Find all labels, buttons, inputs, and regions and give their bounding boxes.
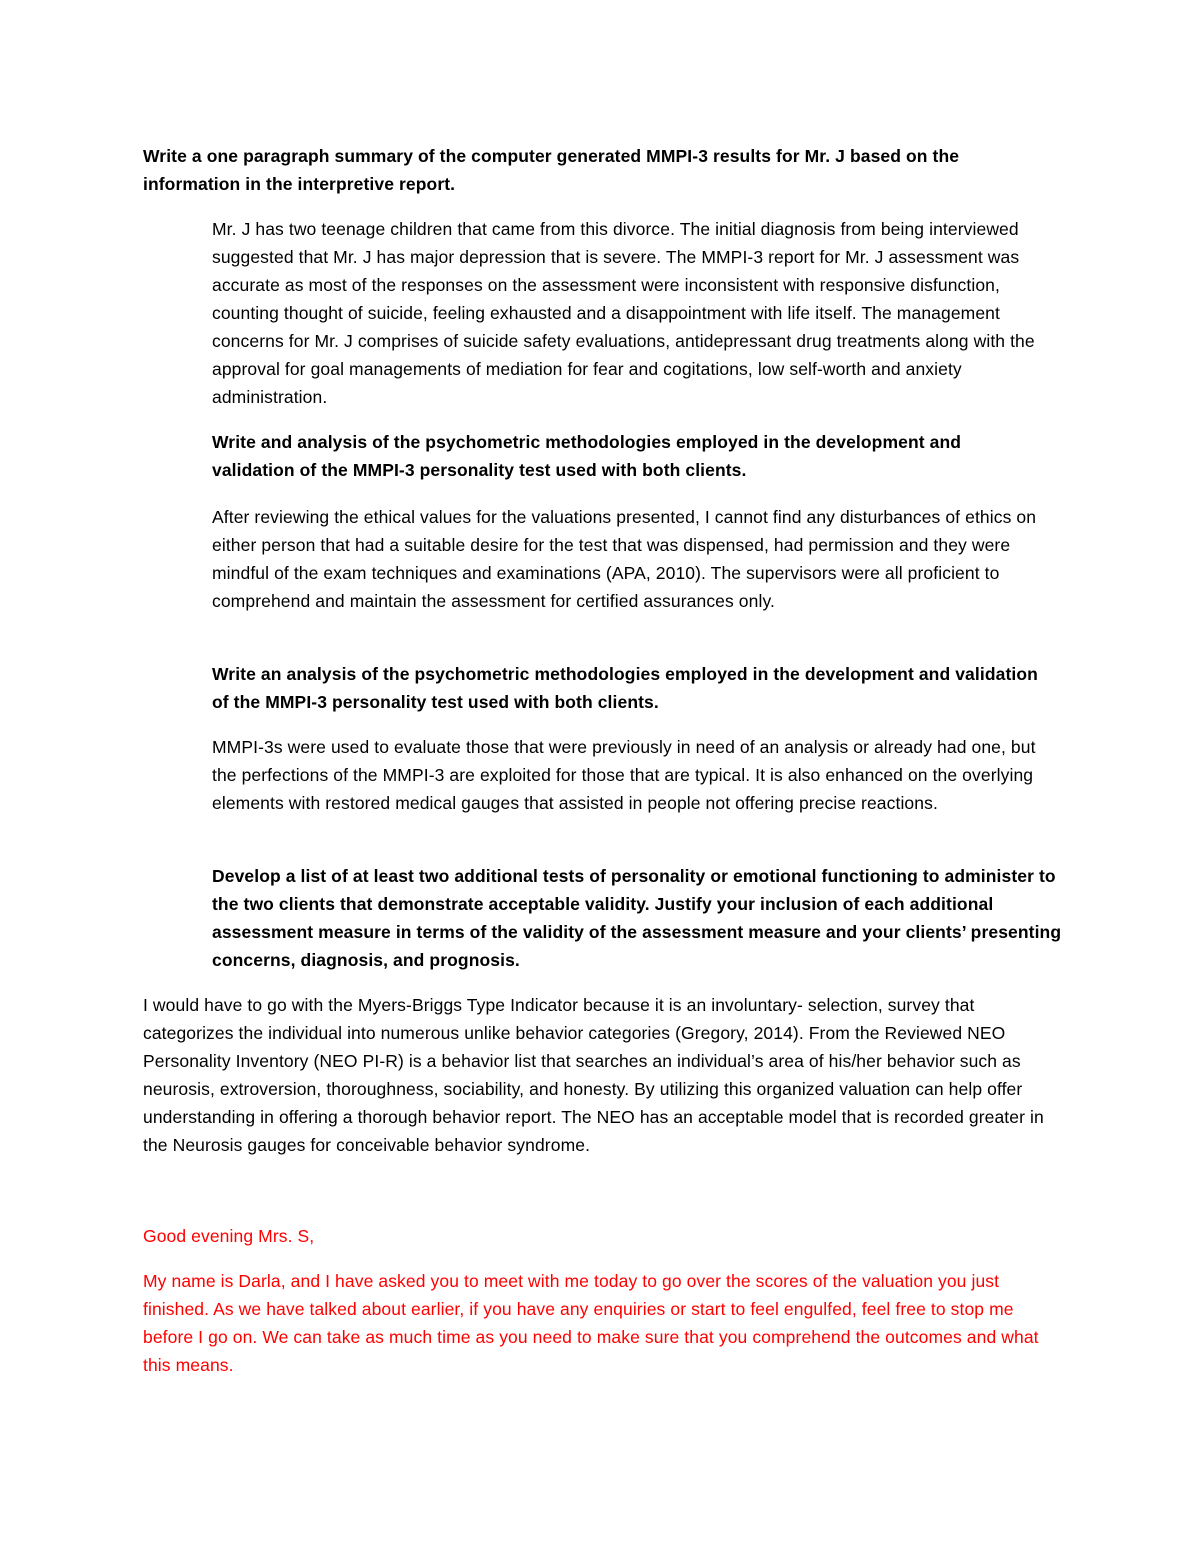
question-mmpi-summary: Write a one paragraph summary of the computer generated MMPI-3 results for Mr. J based on the information in the interpretive report. [143, 146, 960, 194]
answer-mmpi-summary: Mr. J has two teenage children that came from this divorce. The initial diagnosis from being interviewed suggested that Mr. J has major depression that is severe. The MMPI-3 report for Mr. J assessment was accurate as most of the responses on the assessment were inconsistent with responsive disfunction, counting thought of suicide, feeling exhausted and a disappointment with life itself. The management concerns for Mr. J comprises of suicide safety evaluations, antidepressant drug treatments along with the approval for goal managements of mediation for fear and cogitations, low self-worth and anxiety administration. [212, 219, 1035, 407]
question-psychometric-analysis-2: Write an analysis of the psychometric methodologies employed in the development and validation of the MMPI-3 personality test used with both clients. [212, 664, 1038, 712]
answer-additional-tests: I would have to go with the Myers-Briggs Type Indicator because it is an involuntary- selection, survey that categorizes the individual into numerous unlike behavior categories (Gregory, 2014). From the Reviewed NEO Personality Inventory (NEO PI-R) is a behavior list that searches an individual’s area of his/her behavior such as neurosis, extroversion, thoroughness, sociability, and honesty. By utilizing this organized valuation can help offer understanding in offering a thorough behavior report. The NEO has an acceptable model that is recorded greater in the Neurosis gauges for conceivable behavior syndrome. [143, 995, 1044, 1155]
question-psychometric-analysis-1: Write and analysis of the psychometric methodologies employed in the development and validation of the MMPI-3 personality test used with both clients. [212, 432, 962, 480]
answer-psychometric-analysis-2: MMPI-3s were used to evaluate those that were previously in need of an analysis or already had one, but the perfections of the MMPI-3 are exploited for those that are typical. It is also enhanced on the overlying elements with restored medical gauges that assisted in people not offering precise reactions. [212, 737, 1036, 813]
letter-greeting: Good evening Mrs. S, [143, 1226, 315, 1246]
question-additional-tests: Develop a list of at least two additional tests of personality or emotional functioning to administer to the two clients that demonstrate acceptable validity. Justify your inclusion of each additional assessment measure in terms of the validity of the assessment measure and your clients’ presenting concerns, diagnosis, and prognosis. [212, 866, 1062, 970]
letter-body: My name is Darla, and I have asked you to meet with me today to go over the scores of the valuation you just finished. As we have talked about earlier, if you have any enquiries or start to feel engulfed, feel free to stop me before I go on. We can take as much time as you need to make sure that you comprehend the outcomes and what this means. [143, 1271, 1039, 1375]
answer-psychometric-analysis-1: After reviewing the ethical values for the valuations presented, I cannot find any disturbances of ethics on either person that had a suitable desire for the test that was dispensed, had permission and they were mindful of the exam techniques and examinations (APA, 2010). The supervisors were all proficient to comprehend and maintain the assessment for certified assurances only. [212, 507, 1037, 611]
